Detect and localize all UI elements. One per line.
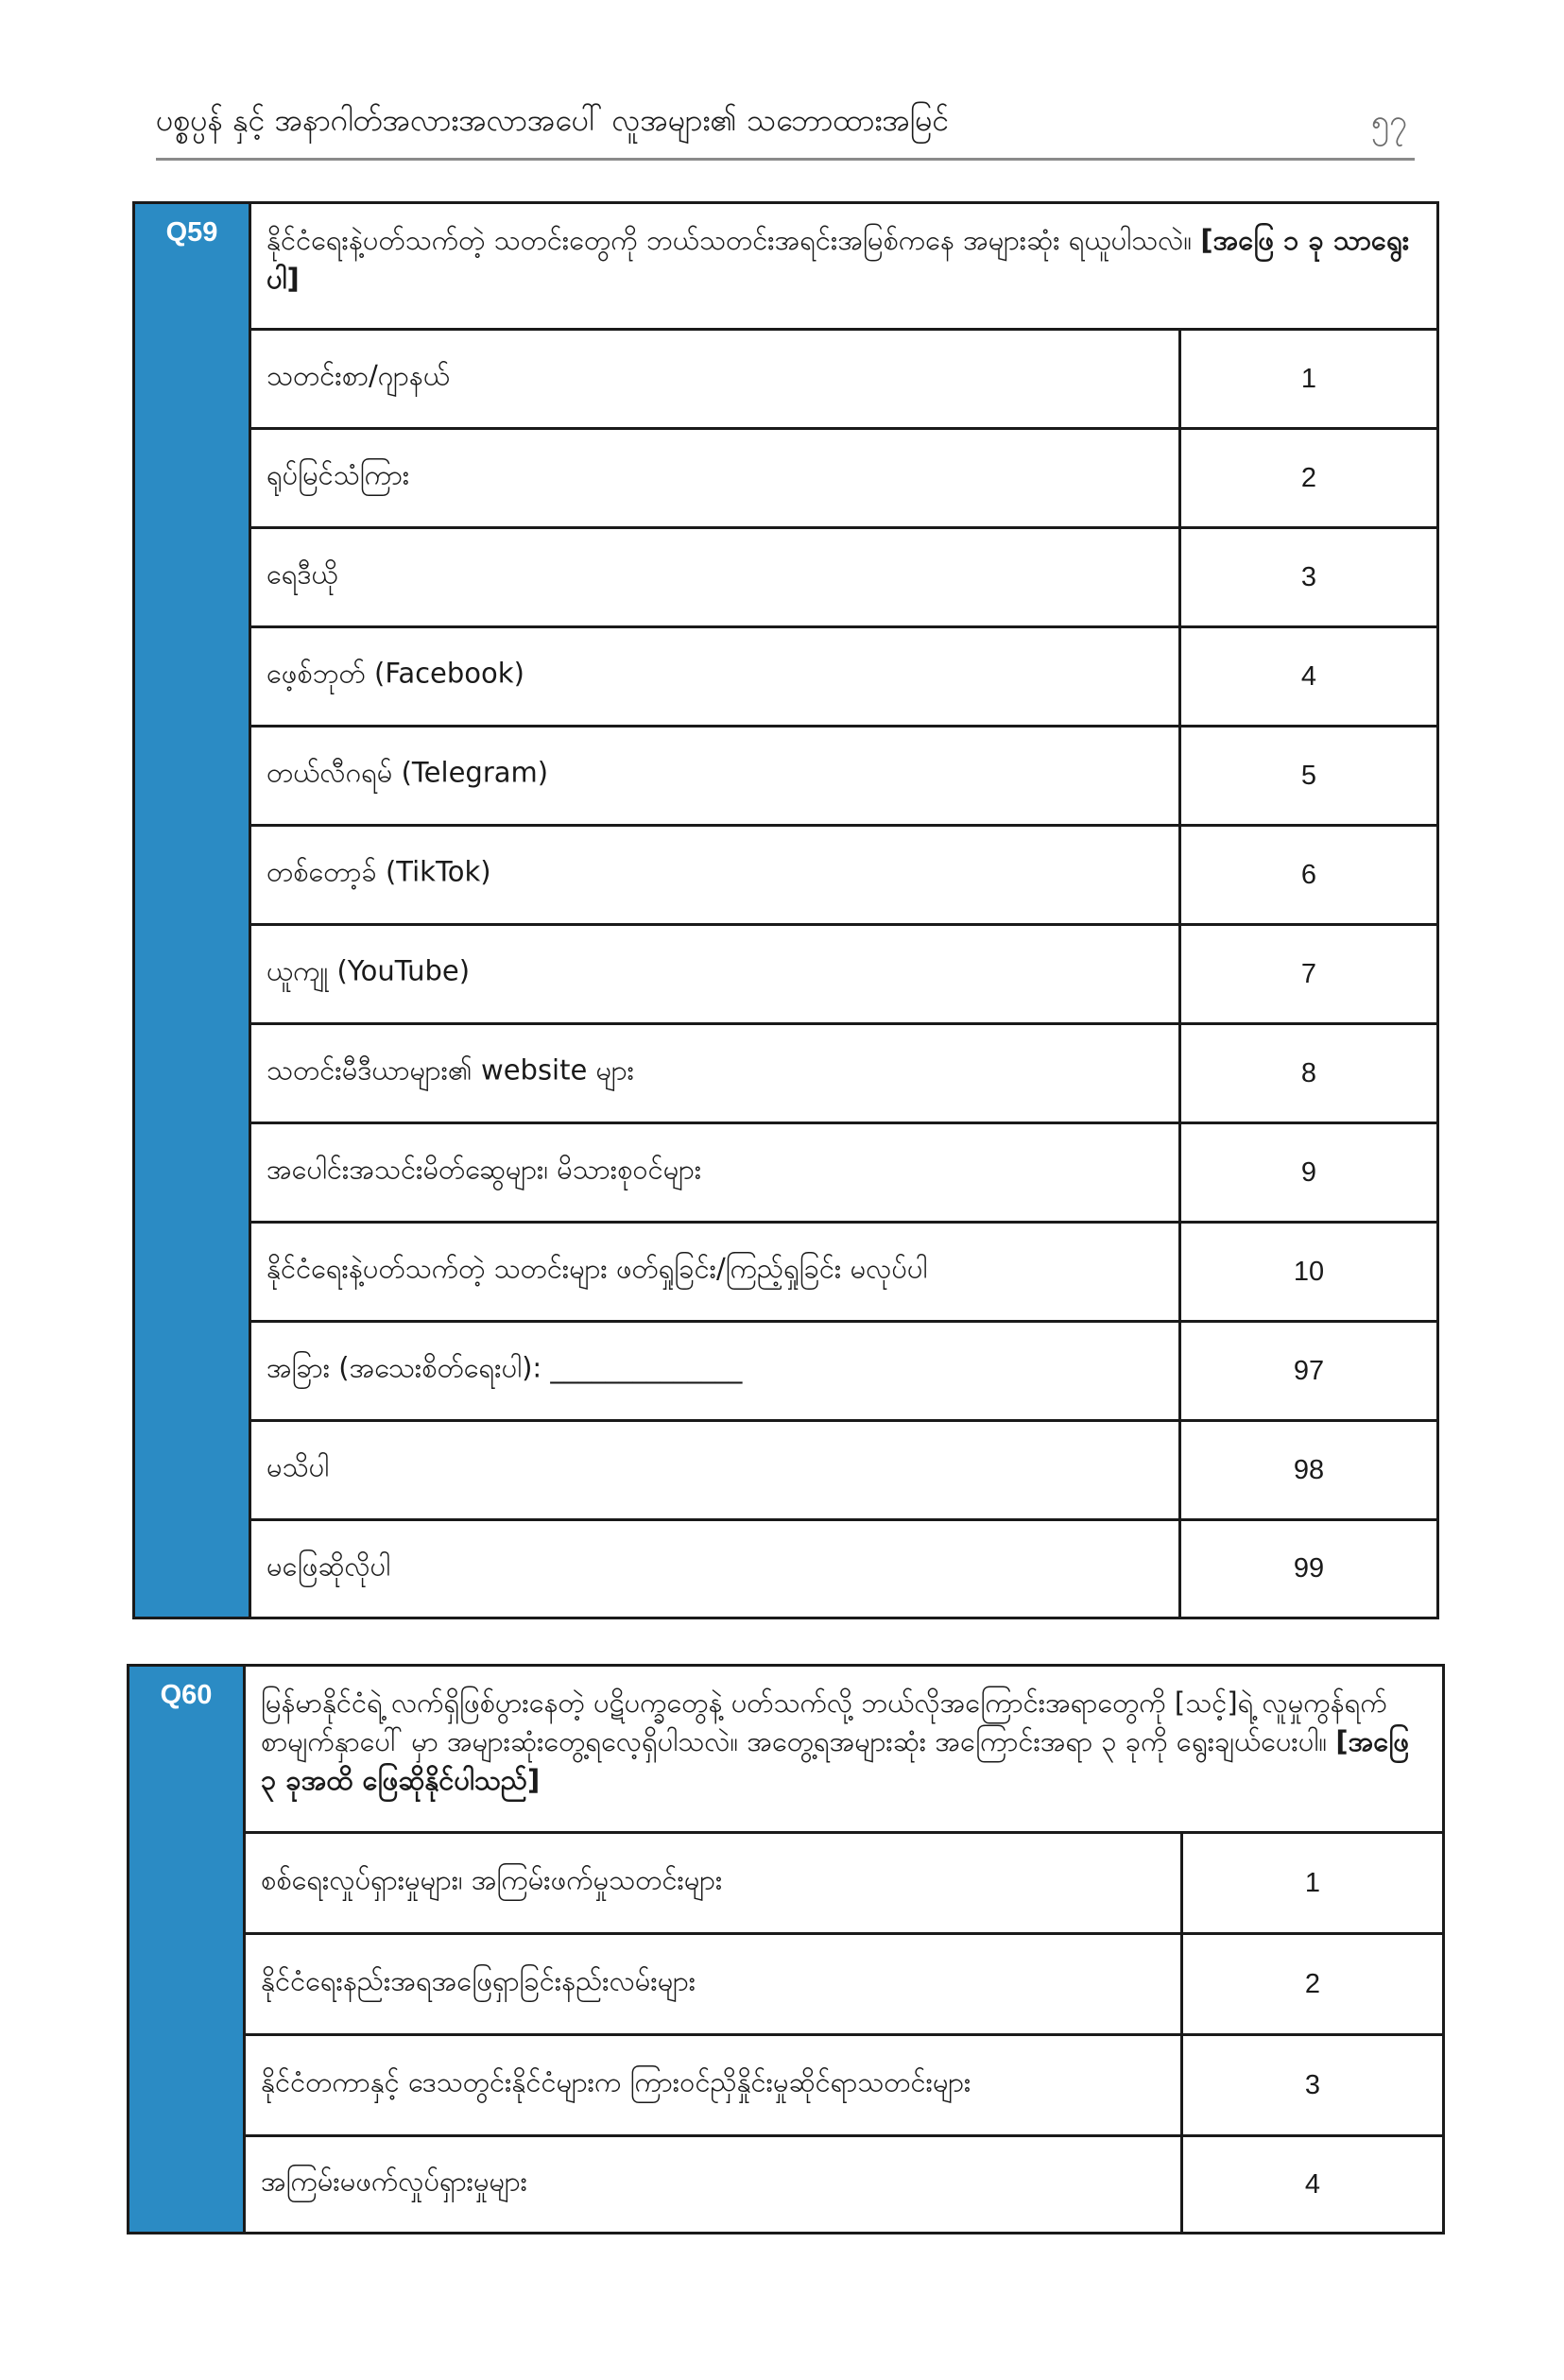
answer-option-row xyxy=(251,628,1436,728)
question-text: နိုင်ငံရေးနဲ့ပတ်သက်တဲ့ သတင်းတွေကို ဘယ်သတင်းအရင်းအမြစ်ကနေ အများဆုံး ရယူပါသလဲ။ xyxy=(266,224,1201,256)
answer-option-row xyxy=(251,1422,1436,1521)
question-text: မြန်မာနိုင်ငံရဲ့ လက်ရှိဖြစ်ပွားနေတဲ့ ပဋိပက္ခတွေနဲ့ ပတ်သက်လို့ ဘယ်လိုအကြောင်းအရာတွေကို [သင့်]ရဲ့ လူမှုကွန်ရက်စာမျက်နှာပေါ် မှာ အများဆုံးတွေ့ရလေ့ရှိပါသလဲ။ အတွေ့ရအများဆုံး အကြောင်းအရာ ၃ ခုကို ရွေးချယ်ပေးပါ။ xyxy=(261,1687,1387,1757)
answer-option-label: ရေဒီယို xyxy=(266,557,338,591)
answer-option-code: 1 xyxy=(1178,331,1436,427)
answer-option-label: စစ်ရေးလှုပ်ရှားမှုများ၊ အကြမ်းဖက်မှုသတင်းများ xyxy=(261,1863,723,1896)
question-number: Q60 xyxy=(160,1680,213,1710)
answer-options xyxy=(251,331,1436,1617)
answer-option-label: ယူကျု (YouTube) xyxy=(266,954,471,987)
answer-option-label: နိုင်ငံရေးနည်းအရအဖြေရှာခြင်းနည်းလမ်းများ xyxy=(261,1964,696,1997)
question-q59 xyxy=(132,201,1439,1619)
answer-option-row xyxy=(246,2036,1442,2137)
answer-option-code: 1 xyxy=(1180,1834,1442,1932)
answer-option-code: 3 xyxy=(1178,529,1436,625)
question-instruction: [အဖြေ ၁ ခု သာရွေးပါ] xyxy=(266,224,1410,295)
answer-option-label: အပေါင်းအသင်းမိတ်ဆွေများ၊ မိသားစုဝင်များ xyxy=(266,1153,702,1186)
answer-option-code: 2 xyxy=(1180,1935,1442,2033)
question-text-cell xyxy=(251,204,1436,331)
answer-option-row xyxy=(251,1323,1436,1422)
page-number: ၅၇ xyxy=(1370,103,1407,141)
answer-option-row xyxy=(246,1935,1442,2036)
answer-option-code: 99 xyxy=(1178,1521,1436,1617)
question-instruction: [အဖြေ ၃ ခုအထိ ဖြေဆိုနိုင်ပါသည်] xyxy=(261,1725,1409,1796)
answer-option-label: နိုင်ငံရေးနဲ့ပတ်သက်တဲ့ သတင်းများ ဖတ်ရှုခြင်း/ကြည့်ရှုခြင်း မလုပ်ပါ xyxy=(266,1252,928,1285)
answer-option-label: မသိပါ xyxy=(266,1450,330,1483)
answer-options xyxy=(246,1834,1442,2232)
answer-option-code: 2 xyxy=(1178,430,1436,526)
answer-option-code: 6 xyxy=(1178,827,1436,923)
answer-option-code: 9 xyxy=(1178,1124,1436,1221)
answer-option-row xyxy=(251,430,1436,529)
answer-option-label: သတင်းမီဒီယာများ၏ website များ xyxy=(266,1053,634,1087)
answer-option-code: 97 xyxy=(1178,1323,1436,1419)
answer-option-code: 4 xyxy=(1178,628,1436,725)
answer-option-row xyxy=(251,827,1436,926)
answer-option-code: 4 xyxy=(1180,2137,1442,2232)
question-label-column xyxy=(135,204,249,1617)
question-text-cell xyxy=(246,1667,1442,1834)
answer-option-code: 10 xyxy=(1178,1224,1436,1320)
answer-option-label: နိုင်ငံတကာနှင့် ဒေသတွင်းနိုင်ငံများက ကြားဝင်ညှိနှိုင်းမှုဆိုင်ရာသတင်းများ xyxy=(261,2065,971,2098)
page-header xyxy=(156,90,1415,161)
answer-option-code: 7 xyxy=(1178,926,1436,1022)
answer-option-code: 98 xyxy=(1178,1422,1436,1518)
question-number: Q59 xyxy=(165,217,218,248)
answer-option-label: တစ်တော့ခ် (TikTok) xyxy=(266,855,491,888)
answer-option-row xyxy=(251,1025,1436,1124)
answer-option-label: မဖြေဆိုလိုပါ xyxy=(266,1550,391,1582)
answer-option-code: 3 xyxy=(1180,2036,1442,2134)
question-content xyxy=(249,204,1436,1617)
question-content xyxy=(243,1667,1442,2232)
answer-option-row xyxy=(246,1834,1442,1935)
answer-option-row xyxy=(246,2137,1442,2232)
answer-option-row xyxy=(251,1521,1436,1617)
answer-option-row xyxy=(251,728,1436,827)
answer-option-row xyxy=(251,331,1436,430)
answer-option-row xyxy=(251,926,1436,1025)
answer-option-label: တယ်လီဂရမ် (Telegram) xyxy=(266,756,549,789)
answer-option-label: အကြမ်းမဖက်လှုပ်ရှားမှုများ xyxy=(261,2165,527,2198)
answer-option-label: အခြား (အသေးစိတ်ရေးပါ): ______________ xyxy=(266,1351,743,1384)
answer-option-label: ရုပ်မြင်သံကြား xyxy=(266,458,410,491)
header-title: ပစ္စပ္ပန် နှင့် အနာဂါတ်အလားအလာအပေါ် လူအများ၏ သဘောထားအမြင် xyxy=(156,102,950,138)
answer-option-label: သတင်းစာ/ဂျာနယ် xyxy=(266,359,450,392)
answer-option-code: 8 xyxy=(1178,1025,1436,1122)
answer-option-row xyxy=(251,1124,1436,1224)
question-q60 xyxy=(127,1664,1445,2234)
answer-option-row xyxy=(251,1224,1436,1323)
question-label-column xyxy=(129,1667,243,2232)
answer-option-row xyxy=(251,529,1436,628)
answer-option-code: 5 xyxy=(1178,728,1436,824)
answer-option-label: ဖေ့စ်ဘုတ် (Facebook) xyxy=(266,657,524,690)
